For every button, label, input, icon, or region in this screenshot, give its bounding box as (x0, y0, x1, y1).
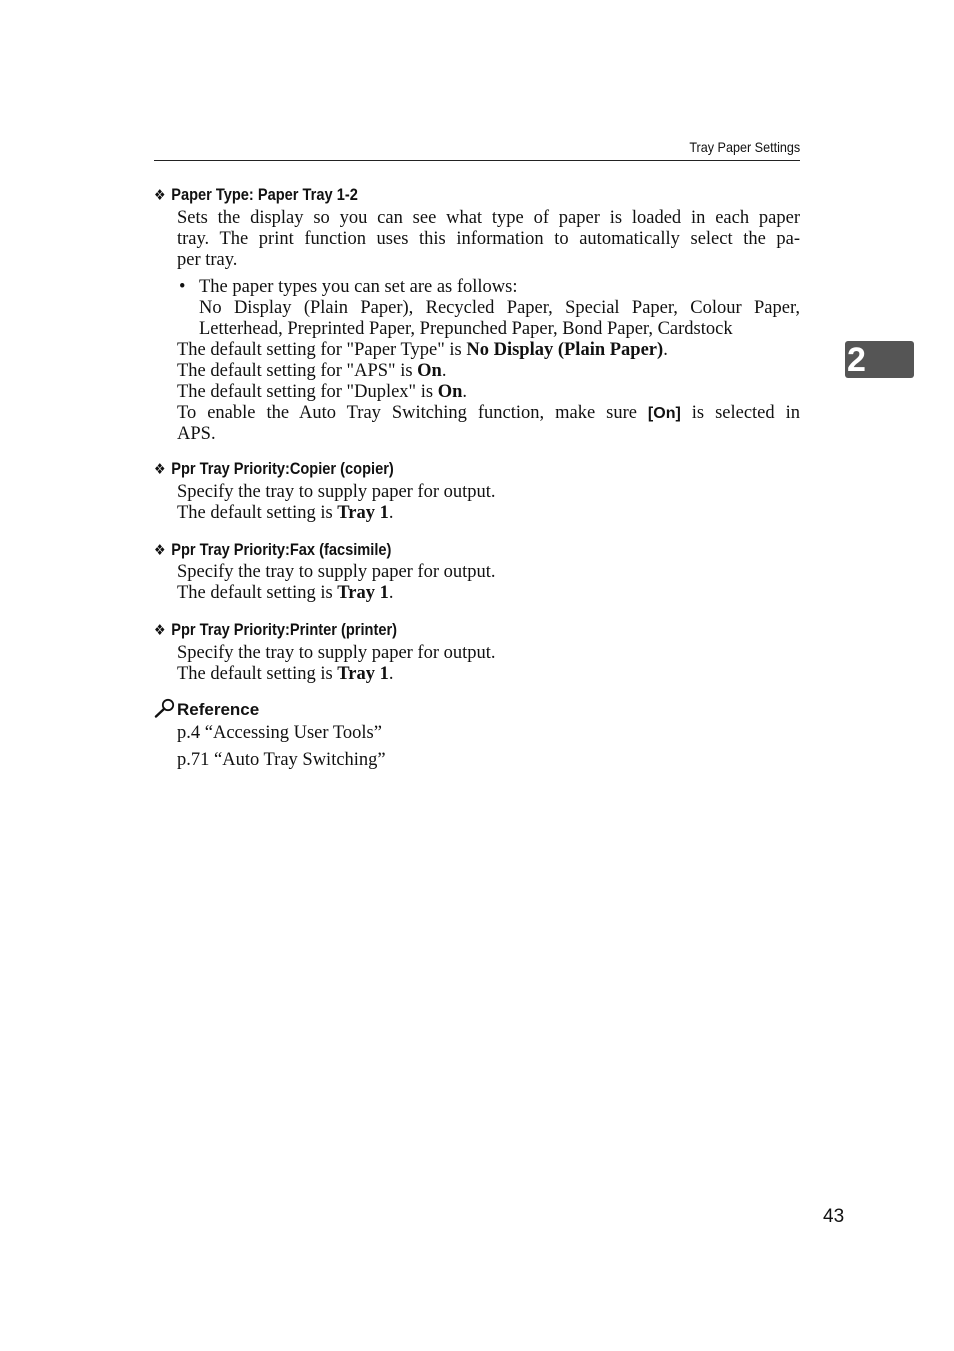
diamond-bullet-icon: ❖ (154, 187, 166, 204)
default-setting: The default setting is Tray 1. (177, 664, 394, 684)
section-title-paper-type: ❖ Paper Type: Paper Tray 1-2 (154, 185, 358, 204)
section-title-printer: ❖ Ppr Tray Priority:Printer (printer) (154, 620, 398, 639)
default-setting: The default setting is Tray 1. (177, 503, 394, 523)
default-value: Tray 1 (337, 503, 389, 523)
description: Specify the tray to supply paper for output. (177, 643, 496, 663)
section-body-printer (177, 643, 800, 685)
default-value: No Display (Plain Paper) (466, 340, 664, 360)
running-header-title: Tray Paper Settings (689, 139, 800, 155)
diamond-bullet-icon: ❖ (154, 542, 166, 559)
default-paper-type: The default setting for "Paper Type" is No Display (Plain Paper). (177, 340, 668, 360)
default-duplex: The default setting for "Duplex" is On. (177, 382, 467, 402)
reference-heading (154, 698, 259, 720)
section-body-paper-type (177, 208, 800, 445)
default-value: Tray 1 (337, 583, 389, 603)
default-value: On (417, 361, 442, 381)
reference-link-accessing-user-tools[interactable]: p.4 “Accessing User Tools” (177, 723, 382, 743)
running-header (154, 138, 800, 161)
reference-links (177, 723, 800, 771)
default-value: Tray 1 (337, 664, 389, 684)
on-key-label: [On] (647, 405, 681, 422)
paragraph-line: per tray. (177, 250, 238, 270)
list-item-continuation: No Display (Plain Paper), Recycled Paper, Special Paper, Colour Paper, (199, 298, 800, 318)
reference-link-auto-tray-switching[interactable]: p.71 “Auto Tray Switching” (177, 750, 386, 770)
paragraph-line: tray. The print function uses this information to automatically select the pa- (177, 229, 800, 249)
bullet-icon: • (179, 277, 186, 297)
paragraph-line: Sets the display so you can see what type of paper is loaded in each paper (177, 208, 800, 228)
reference-title: Reference (177, 700, 260, 719)
enable-auto-tray-note: To enable the Auto Tray Switching function, make sure [On] is selected in (177, 403, 800, 423)
magnifier-icon (154, 698, 176, 718)
description: Specify the tray to supply paper for output. (177, 562, 496, 582)
description: Specify the tray to supply paper for output. (177, 482, 496, 502)
paper-type-list (177, 277, 800, 340)
section-body-copier (177, 482, 800, 524)
page-number: 43 (823, 1206, 845, 1227)
diamond-bullet-icon: ❖ (154, 461, 166, 478)
list-item-continuation: Letterhead, Preprinted Paper, Prepunched Paper, Bond Paper, Cardstock (199, 319, 733, 339)
section-body-fax (177, 562, 800, 604)
default-aps: The default setting for "APS" is On. (177, 361, 447, 381)
default-setting: The default setting is Tray 1. (177, 583, 394, 603)
chapter-tab (845, 341, 914, 378)
chapter-number: 2 (847, 341, 866, 379)
section-title-copier: ❖ Ppr Tray Priority:Copier (copier) (154, 459, 394, 478)
list-item: • The paper types you can set are as follows: (179, 277, 518, 297)
section-title-fax: ❖ Ppr Tray Priority:Fax (facsimile) (154, 540, 392, 559)
diamond-bullet-icon: ❖ (154, 622, 166, 639)
enable-auto-tray-note-end: APS. (177, 424, 216, 444)
default-value: On (437, 382, 463, 402)
